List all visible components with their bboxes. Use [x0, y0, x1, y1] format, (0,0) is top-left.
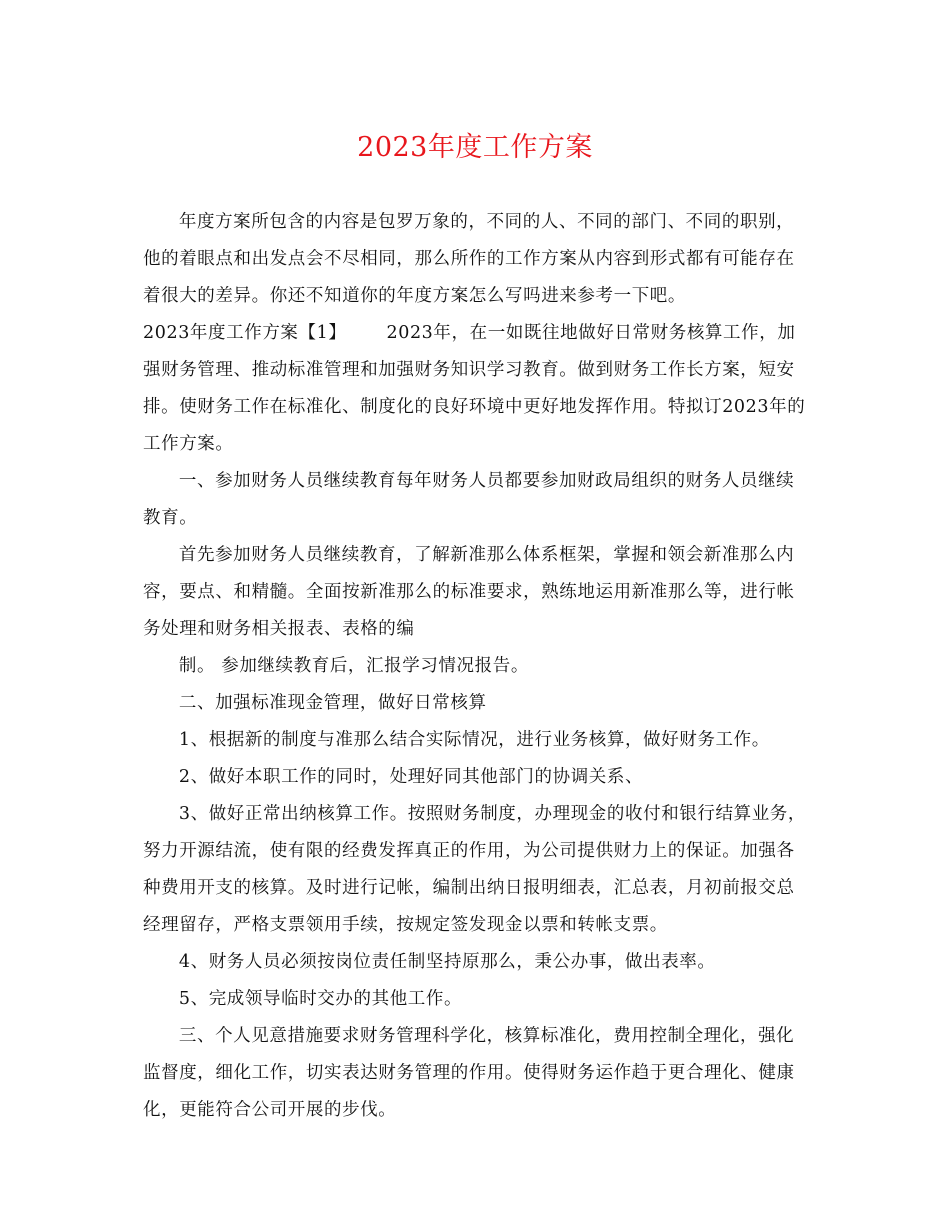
intro-paragraph: 年度方案所包含的内容是包罗万象的，不同的人、不同的部门、不同的职别，他的着眼点和出发点会不尽相同，那么所作的工作方案从内容到形式都有可能存在着很大的差异。你还不知道你的年度方案怎么写吗进来参考一下吧。	[143, 212, 795, 306]
document-body	[143, 204, 809, 1129]
item-2-point-3: 3、做好正常出纳核算工作。按照财务制度，办理现金的收付和银行结算业务，努力开源结流，使有限的经费发挥真正的作用，为公司提供财力上的保证。加强各种费用开支的核算。及时进行记帐，编制出纳日报明细表，汇总表，月初前报交总经理留存，严格支票领用手续，按规定签发现金以票和转帐支票。	[143, 804, 807, 935]
item-2-point-5: 5、完成领导临时交办的其他工作。	[178, 989, 463, 1009]
item-1-report-paragraph: 制。 参加继续教育后，汇报学习情况报告。	[178, 656, 529, 676]
item-2-point-2: 2、做好本职工作的同时，处理好同其他部门的协调关系、	[178, 767, 644, 787]
section-heading: 2023年度工作方案【1】	[143, 323, 347, 343]
document-title: 2023年度工作方案	[357, 132, 593, 163]
plan-1-paragraph	[143, 315, 809, 463]
item-2-heading: 二、加强标准现金管理，做好日常核算	[178, 693, 487, 713]
item-2-point-4: 4、财务人员必须按岗位责任制坚持原那么，秉公办事，做出表率。	[178, 952, 716, 972]
item-1-paragraph: 一、参加财务人员继续教育每年财务人员都要参加财政局组织的财务人员继续教育。	[143, 471, 795, 528]
item-2-point-1: 1、根据新的制度与准那么结合实际情况，进行业务核算，做好财务工作。	[178, 730, 770, 750]
item-3-paragraph: 三、个人见意措施要求财务管理科学化，核算标准化，费用控制全理化，强化监督度，细化工作，切实表达财务管理的作用。使得财务运作趋于更合理化、健康化，更能符合公司开展的步伐。	[143, 1026, 795, 1120]
item-1-detail-paragraph: 首先参加财务人员继续教育，了解新准那么体系框架，掌握和领会新准那么内容，要点、和精髓。全面按新准那么的标准要求，熟练地运用新准那么等，进行帐务处理和财务相关报表、表格的编	[143, 545, 795, 639]
plan-1-text: 2023年，在一如既往地做好日常财务核算工作，加强财务管理、推动标准管理和加强财务知识学习教育。做到财务工作长方案，短安排。使财务工作在标准化、制度化的良好环境中更好地发挥作用。特拟订2023年的工作方案。	[143, 323, 806, 454]
